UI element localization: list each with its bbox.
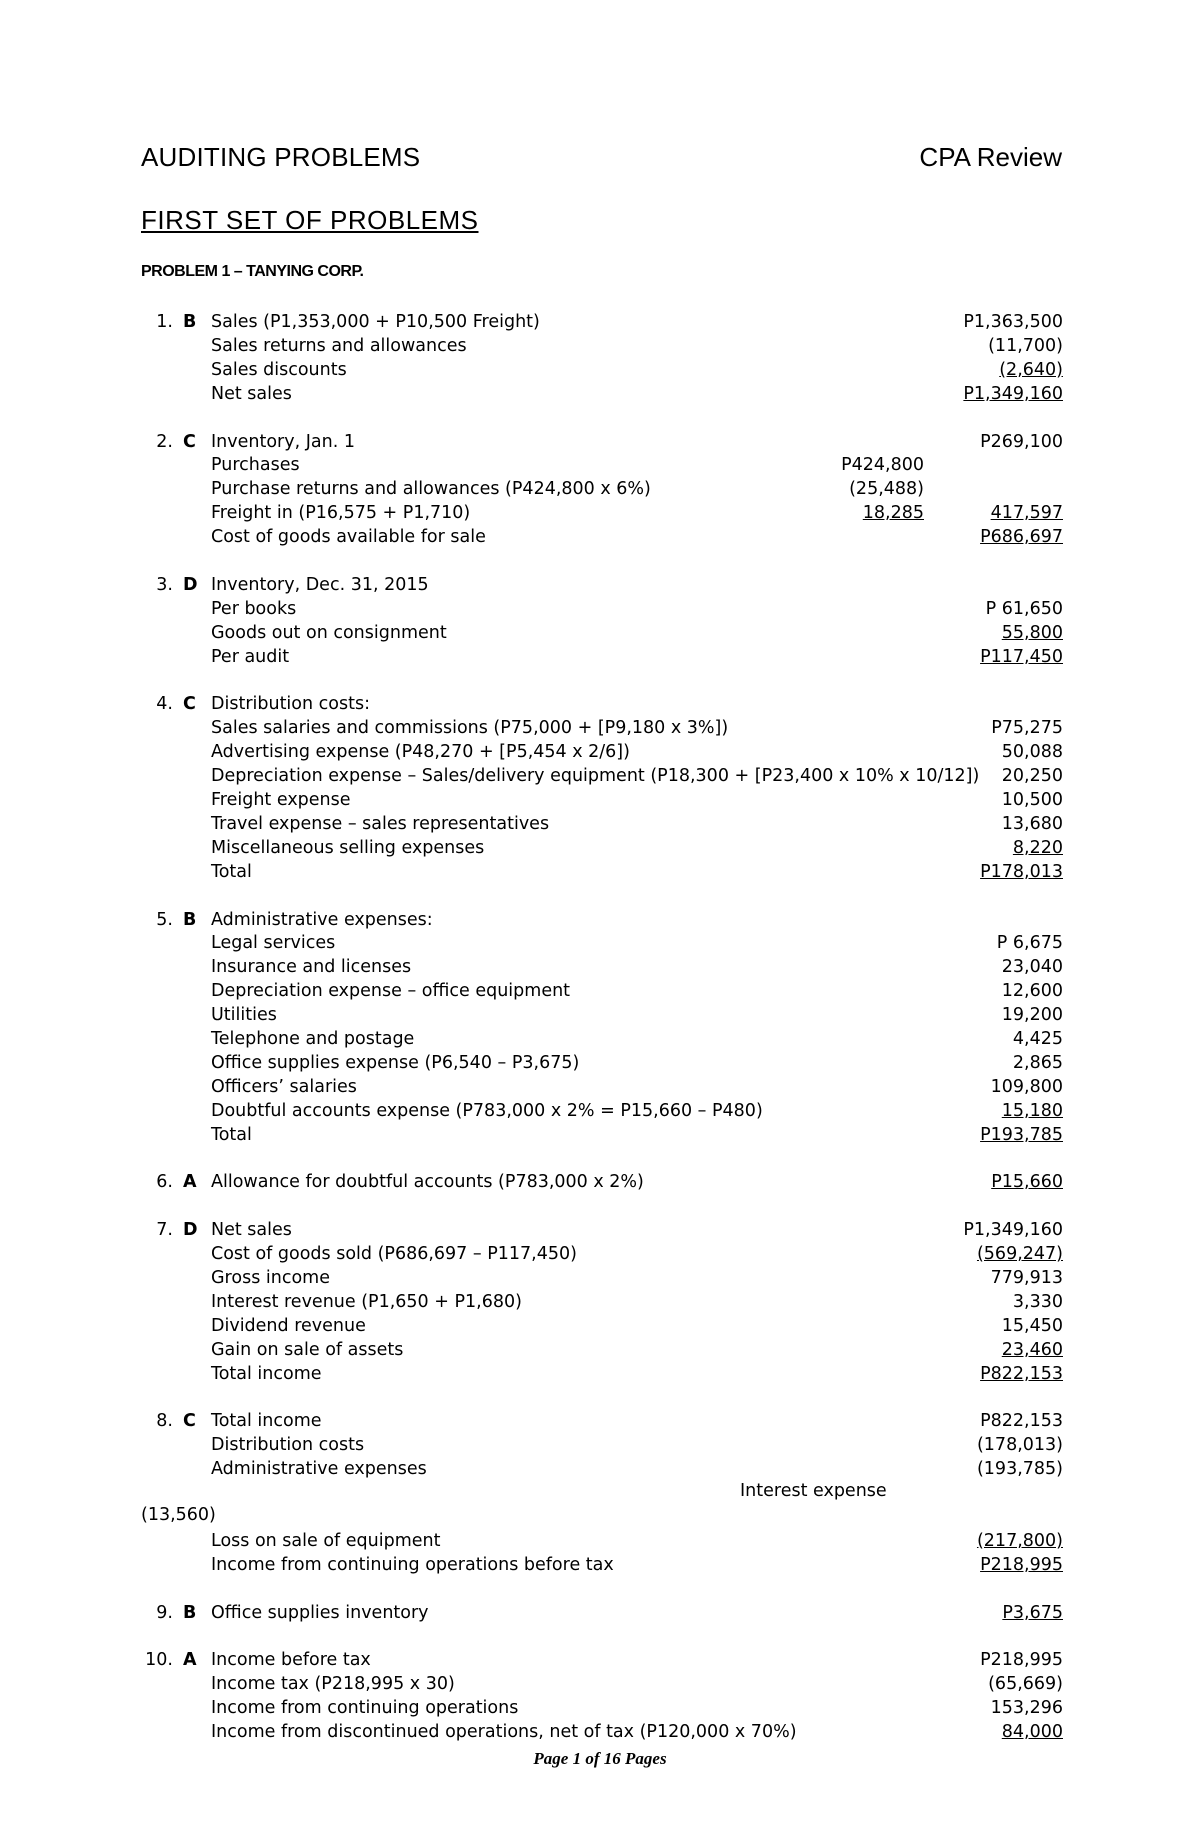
line-label: Interest expense: [740, 1481, 887, 1502]
item-number: 5.: [156, 909, 173, 930]
line-label: Cost of goods available for sale: [211, 527, 486, 548]
line-label: Administrative expenses:: [211, 909, 433, 930]
line-label: Depreciation expense – Sales/delivery equipment (P18,300 + [P23,400 x 10% x 10/12]): [211, 766, 980, 787]
total-amount: 779,913: [990, 1268, 1063, 1288]
total-amount: 153,296: [990, 1698, 1063, 1719]
item-number: 10.: [145, 1650, 173, 1671]
line-label: Sales salaries and commissions (P75,000 + [P9,180 x 3%]): [211, 718, 729, 739]
total-amount: P178,013: [980, 861, 1063, 882]
total-amount: 2,865: [1012, 1052, 1063, 1073]
total-amount: P 6,675: [996, 933, 1063, 954]
item-number: 2.: [156, 431, 173, 452]
line-label: Total: [211, 861, 252, 882]
answer-letter: D: [183, 1220, 198, 1241]
line-label: Income from discontinued operations, net of tax (P120,000 x 70%): [211, 1722, 797, 1743]
line-label: Total: [211, 1124, 252, 1145]
subtotal-amount: 18,285: [862, 503, 924, 524]
total-amount: P 61,650: [985, 598, 1063, 619]
line-label: Doubtful accounts expense (P783,000 x 2% = P15,660 – P480): [211, 1100, 763, 1121]
line-label: Purchases: [211, 455, 300, 476]
problem-title: PROBLEM 1 – TANYING CORP.: [141, 263, 364, 280]
subtotal-amount: (25,488): [849, 479, 924, 500]
line-label: Sales discounts: [211, 359, 347, 380]
total-amount: 8,220: [1012, 837, 1063, 858]
line-label: Income from continuing operations: [211, 1698, 519, 1719]
total-amount: (65,669): [988, 1674, 1063, 1695]
line-label: Insurance and licenses: [211, 957, 412, 978]
line-label: Inventory, Dec. 31, 2015: [211, 574, 429, 595]
total-amount: P193,785: [980, 1124, 1063, 1145]
line-label: Loss on sale of equipment: [211, 1530, 441, 1551]
line-label: Sales (P1,353,000 + P10,500 Freight): [211, 312, 540, 332]
total-amount: 12,600: [1001, 981, 1063, 1002]
total-amount: P1,349,160: [963, 1220, 1063, 1241]
line-label: Telephone and postage: [211, 1029, 415, 1049]
line-label: Freight in (P16,575 + P1,710): [211, 503, 471, 524]
total-amount: 15,450: [1001, 1315, 1063, 1336]
total-amount: 10,500: [1001, 790, 1063, 810]
total-amount: 50,088: [1001, 742, 1063, 763]
total-amount: 13,680: [1001, 813, 1063, 834]
line-label: Distribution costs:: [211, 694, 370, 715]
item-number: 7.: [156, 1220, 173, 1241]
total-amount: 23,040: [1001, 957, 1063, 978]
total-amount: (217,800): [976, 1530, 1063, 1551]
answer-letter: A: [183, 1650, 197, 1671]
total-amount: P269,100: [980, 431, 1063, 452]
total-amount: 4,425: [1012, 1029, 1063, 1049]
line-label: Income tax (P218,995 x 30): [211, 1674, 455, 1695]
answer-letter: B: [183, 1602, 197, 1623]
line-label: Office supplies expense (P6,540 – P3,675): [211, 1052, 580, 1073]
line-label: Net sales: [211, 1220, 292, 1241]
total-amount: (11,700): [988, 335, 1063, 356]
total-amount: 84,000: [1001, 1722, 1063, 1743]
total-amount: P3,675: [1002, 1602, 1063, 1623]
total-amount: 55,800: [1001, 622, 1063, 643]
line-label: Dividend revenue: [211, 1315, 366, 1336]
line-label: Net sales: [211, 383, 292, 404]
line-label: Interest revenue (P1,650 + P1,680): [211, 1291, 522, 1312]
total-amount: P1,363,500: [963, 312, 1063, 332]
course-title: AUDITING PROBLEMS: [141, 142, 421, 172]
answer-letter: B: [183, 312, 197, 332]
line-label: Income before tax: [211, 1650, 371, 1671]
line-label: Allowance for doubtful accounts (P783,000 x 2%): [211, 1172, 644, 1193]
line-label: Freight expense: [211, 790, 351, 810]
subtotal-amount: P424,800: [841, 455, 924, 476]
total-amount: 109,800: [990, 1076, 1063, 1097]
total-amount: (2,640): [999, 359, 1063, 380]
total-amount: 20,250: [1001, 766, 1063, 787]
total-amount: P822,153: [980, 1363, 1063, 1384]
total-amount: 417,597: [990, 503, 1063, 524]
item-number: 9.: [156, 1602, 173, 1623]
line-label: Goods out on consignment: [211, 622, 447, 643]
total-amount: P1,349,160: [963, 383, 1063, 404]
line-label: Travel expense – sales representatives: [211, 813, 550, 834]
set-title: FIRST SET OF PROBLEMS: [141, 205, 479, 235]
total-amount: P218,995: [980, 1650, 1063, 1671]
total-amount: 15,180: [1001, 1100, 1063, 1121]
total-amount: 3,330: [1012, 1291, 1063, 1312]
item-number: 1.: [156, 312, 173, 332]
line-label: Gross income: [211, 1268, 330, 1288]
item-number: 8.: [156, 1411, 173, 1432]
line-label: Total income: [211, 1411, 322, 1432]
line-label: Depreciation expense – office equipment: [211, 981, 571, 1002]
line-label: Administrative expenses: [211, 1459, 427, 1480]
total-amount: P75,275: [991, 718, 1063, 739]
line-label: Total income: [211, 1363, 322, 1384]
total-amount: (193,785): [976, 1459, 1063, 1480]
total-amount: P218,995: [980, 1554, 1063, 1575]
total-amount: 23,460: [1001, 1339, 1063, 1360]
line-label: Legal services: [211, 933, 336, 954]
total-amount: P15,660: [991, 1172, 1063, 1193]
line-label: Miscellaneous selling expenses: [211, 837, 485, 858]
total-amount: (569,247): [976, 1244, 1063, 1265]
course-subtitle: CPA Review: [919, 142, 1062, 172]
total-amount: P686,697: [980, 527, 1063, 548]
line-label: Utilities: [211, 1005, 277, 1026]
item-number: 6.: [156, 1172, 173, 1193]
item-number: 3.: [156, 574, 173, 595]
total-amount: (178,013): [976, 1435, 1063, 1456]
line-label: Office supplies inventory: [211, 1602, 429, 1623]
line-label: Cost of goods sold (P686,697 – P117,450): [211, 1244, 577, 1265]
line-label: Per audit: [211, 646, 290, 667]
line-label: Gain on sale of assets: [211, 1339, 404, 1360]
line-label: Income from continuing operations before tax: [211, 1554, 614, 1575]
line-label: Officers’ salaries: [211, 1076, 357, 1097]
total-amount: P822,153: [980, 1411, 1063, 1432]
line-label: Sales returns and allowances: [211, 335, 467, 356]
answer-letter: D: [183, 574, 198, 595]
line-label: Advertising expense (P48,270 + [P5,454 x 2/6]): [211, 742, 630, 763]
total-amount: P117,450: [980, 646, 1063, 667]
line-amount: (13,560): [141, 1505, 216, 1525]
page-footer: Page 1 of 16 Pages: [533, 1749, 667, 1768]
answer-letter: C: [183, 694, 196, 715]
answer-letter: A: [183, 1172, 197, 1193]
line-label: Per books: [211, 598, 297, 619]
line-label: Distribution costs: [211, 1435, 365, 1456]
line-label: Purchase returns and allowances (P424,800 x 6%): [211, 479, 651, 500]
answer-letter: C: [183, 431, 196, 452]
line-label: Inventory, Jan. 1: [211, 431, 355, 452]
answer-letter: C: [183, 1411, 196, 1432]
answer-letter: B: [183, 909, 197, 930]
total-amount: 19,200: [1001, 1005, 1063, 1026]
item-number: 4.: [156, 694, 173, 715]
